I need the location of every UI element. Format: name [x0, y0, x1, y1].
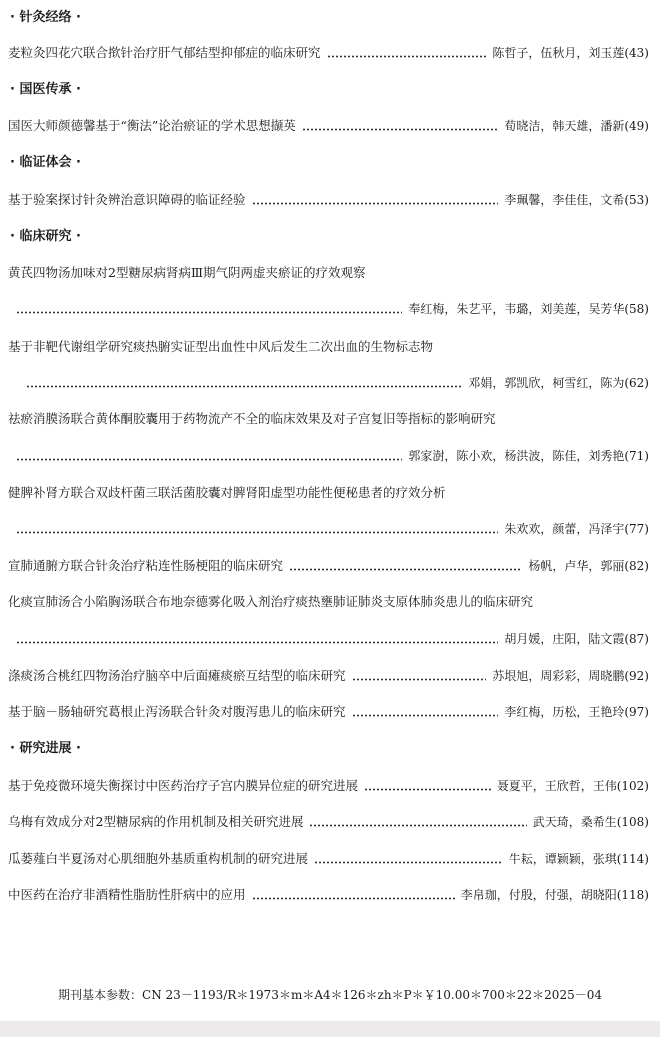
article-authors: 陈哲子，伍秋月，刘玉莲: [492, 46, 625, 60]
article-authors: 李珮馨，李佳佳，文希: [504, 193, 625, 207]
article-page: (114): [616, 852, 649, 866]
page-bottom-band: [0, 1021, 660, 1037]
article-authors: 奉红梅，朱艺平，韦璐，刘美莲，吴芳华: [408, 302, 625, 316]
article-title: 麦粒灸四花穴联合揿针治疗肝气郁结型抑郁症的临床研究: [8, 45, 321, 60]
toc-entry[interactable]: [18, 374, 649, 392]
toc-entry[interactable]: [8, 520, 649, 538]
article-page: (43): [624, 46, 649, 60]
article-page: (102): [616, 779, 649, 793]
article-authors: 杨帆，卢华，郭丽: [528, 559, 625, 573]
article-title: 宣肺通腑方联合针灸治疗粘连性肠梗阻的临床研究: [8, 558, 284, 573]
toc-entry[interactable]: [8, 630, 649, 648]
article-page: (77): [624, 522, 649, 536]
section-heading: · 临床研究 ·: [10, 229, 81, 244]
article-title[interactable]: 祛瘀消膜汤联合黄体酮胶囊用于药物流产不全的临床效果及对子宫复旧等指标的影响研究: [8, 411, 496, 426]
toc-entry[interactable]: [8, 447, 649, 465]
article-title: 中医药在治疗非酒精性脂肪性肝病中的应用: [8, 887, 246, 902]
dot-leader: [364, 788, 491, 791]
article-authors: 牛耘，谭颖颖，张琪: [508, 852, 617, 866]
article-title: 涤痰汤合桃红四物汤治疗脑卒中后面瘫痰瘀互结型的临床研究: [8, 668, 346, 683]
article-title: 基于验案探讨针灸辨治意识障碍的临证经验: [8, 192, 246, 207]
article-authors: 邓娟，郭凯欣，柯雪红，陈为: [468, 376, 625, 390]
article-authors: 朱欢欢，颜蕾，冯泽宇: [504, 522, 625, 536]
toc-entry[interactable]: [8, 703, 649, 721]
dot-leader: [26, 385, 462, 388]
toc-entry[interactable]: [8, 850, 649, 868]
dot-leader: [314, 861, 503, 864]
article-title[interactable]: 健脾补肾方联合双歧杆菌三联活菌胶囊对脾肾阳虚型功能性便秘患者的疗效分析: [8, 485, 446, 500]
toc-entry[interactable]: [8, 667, 649, 685]
article-authors: 李红梅，历松，王艳玲: [504, 705, 625, 719]
article-page: (97): [624, 705, 649, 719]
dot-leader: [16, 458, 402, 461]
toc-entry[interactable]: [8, 557, 649, 575]
section-heading: · 针灸经络 ·: [10, 10, 81, 25]
dot-leader: [252, 897, 455, 900]
article-title[interactable]: 化痰宣肺汤合小陷胸汤联合布地奈德雾化吸入剂治疗痰热壅肺证肺炎支原体肺炎患儿的临床研究: [8, 594, 534, 609]
article-page: (92): [624, 669, 649, 683]
journal-parameters: 期刊基本参数：CN 23－1193/R＊1973＊m＊A4＊126＊zh＊P＊￥10.00＊700＊22＊2025－04: [58, 988, 602, 1002]
article-page: (62): [624, 376, 649, 390]
section-heading: · 临证体会 ·: [10, 155, 81, 170]
article-authors: 荀晓洁，韩天雄，潘新: [504, 119, 625, 133]
toc-entry[interactable]: [8, 777, 649, 795]
toc-entry[interactable]: [8, 300, 649, 318]
article-page: (53): [624, 193, 649, 207]
toc-entry[interactable]: [8, 886, 649, 904]
toc-entry[interactable]: [8, 117, 649, 135]
article-page: (82): [624, 559, 649, 573]
toc-entry[interactable]: [8, 44, 649, 62]
article-title: 国医大师颜德馨基于“衡法”论治瘀证的学术思想撷英: [8, 118, 296, 133]
article-authors: 李帛珈，付殷，付强，胡晓阳: [460, 888, 617, 902]
article-authors: 武天琦，桑希生: [532, 815, 617, 829]
article-authors: 聂夏平，王欣哲，王伟: [496, 779, 617, 793]
article-page: (58): [624, 302, 649, 316]
dot-leader: [16, 531, 498, 534]
toc-entry[interactable]: [8, 191, 649, 209]
dot-leader: [327, 55, 487, 58]
article-title[interactable]: 黄芪四物汤加味对2型糖尿病肾病Ⅲ期气阴两虚夹瘀证的疗效观察: [8, 265, 366, 280]
toc-entry[interactable]: [8, 813, 649, 831]
article-title: 基于免疫微环境失衡探讨中医药治疗子宫内膜异位症的研究进展: [8, 778, 359, 793]
article-title: 乌梅有效成分对2型糖尿病的作用机制及相关研究进展: [8, 814, 304, 829]
article-page: (71): [624, 449, 649, 463]
section-heading: · 研究进展 ·: [10, 741, 81, 756]
article-authors: 胡月媛，庄阳，陆文霞: [504, 632, 625, 646]
dot-leader: [352, 714, 499, 717]
article-page: (118): [616, 888, 649, 902]
article-title[interactable]: 基于非靶代谢组学研究痰热腑实证型出血性中风后发生二次出血的生物标志物: [8, 339, 434, 354]
article-page: (49): [624, 119, 649, 133]
dot-leader: [16, 641, 498, 644]
article-title: 瓜蒌薤白半夏汤对心肌细胞外基质重构机制的研究进展: [8, 851, 309, 866]
dot-leader: [302, 128, 499, 131]
dot-leader: [289, 568, 522, 571]
article-page: (108): [616, 815, 649, 829]
dot-leader: [16, 311, 402, 314]
dot-leader: [309, 824, 526, 827]
article-page: (87): [624, 632, 649, 646]
section-heading: · 国医传承 ·: [10, 82, 81, 97]
dot-leader: [352, 678, 487, 681]
article-title: 基于脑－肠轴研究葛根止泻汤联合针灸对腹泻患儿的临床研究: [8, 704, 346, 719]
dot-leader: [252, 202, 499, 205]
article-authors: 郭家澍，陈小欢，杨洪波，陈佳，刘秀艳: [408, 449, 625, 463]
article-authors: 苏垠旭，周彩彩，周晓鹏: [492, 669, 625, 683]
